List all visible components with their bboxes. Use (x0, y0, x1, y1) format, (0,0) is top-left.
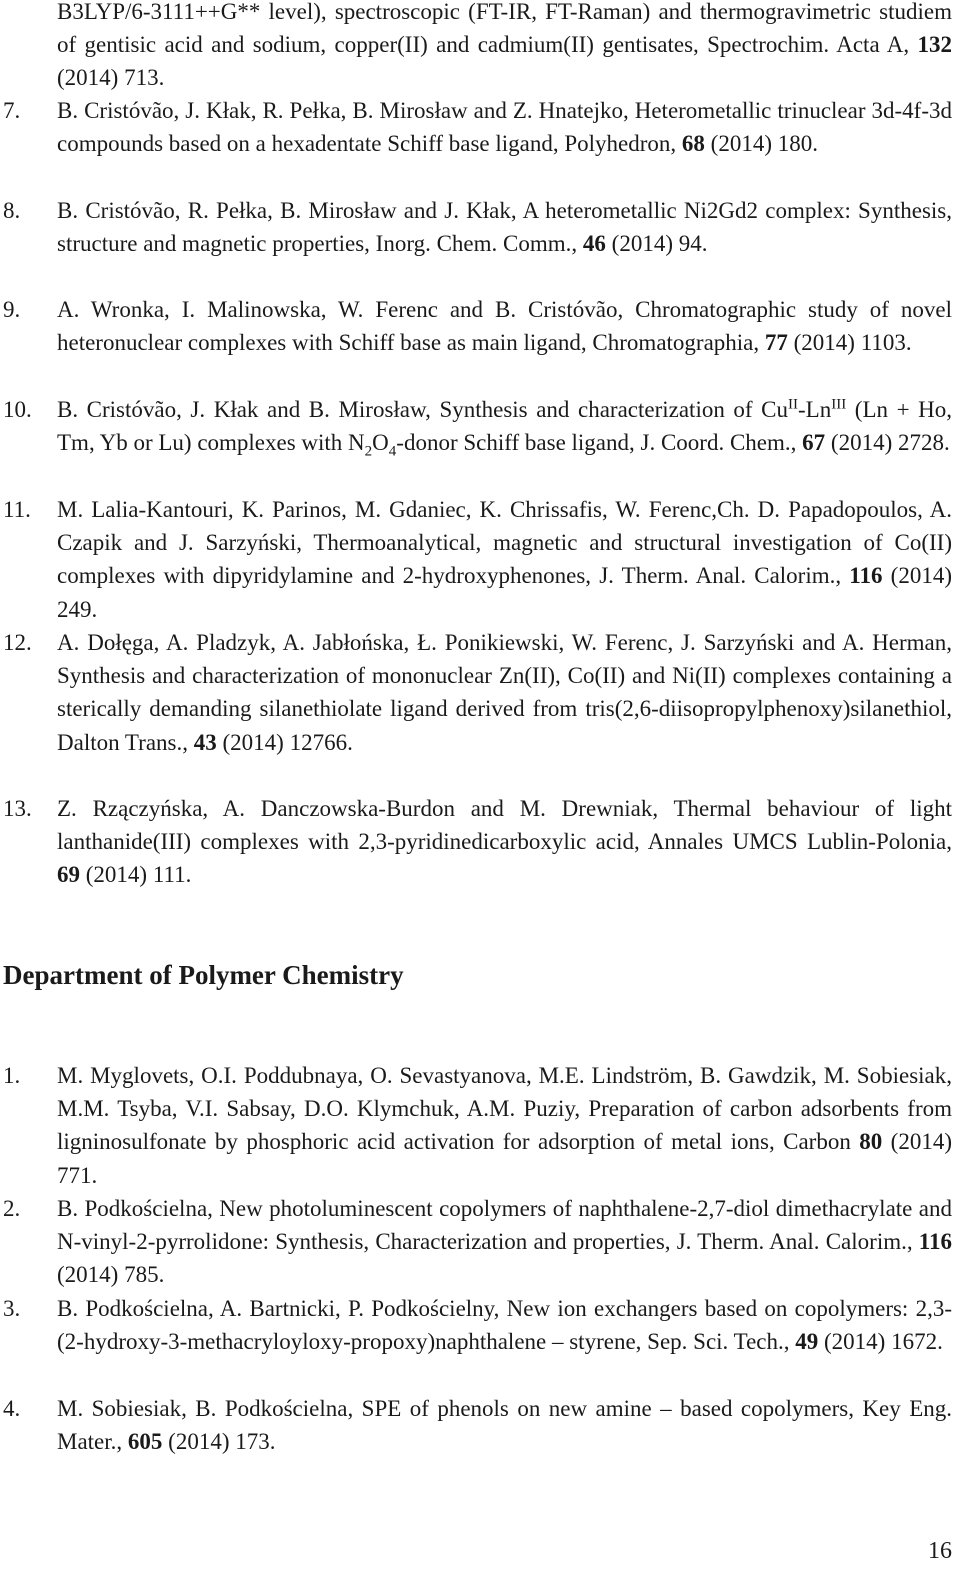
reference-item (0, 94, 952, 160)
reference-text: -donor Schiff base ligand, J. Coord. Chem., (396, 430, 803, 456)
section-title: Department of Polymer Chemistry (3, 960, 404, 990)
reference-tail: (2014) 180. (704, 131, 818, 157)
subscript: 4 (388, 443, 397, 460)
reference-text: O (372, 430, 389, 456)
reference-item (0, 1059, 952, 1192)
reference-item (0, 393, 952, 459)
reference-volume: 68 (681, 131, 705, 157)
reference-text: B. Cristóvão, R. Pełka, B. Mirosław and J. Kłak, A heterometallic Ni2Gd2 complex: Synthesis, structure and magnetic properties, Inorg. Chem. Comm., (57, 198, 952, 257)
reference-text: B. Podkościelna, A. Bartnicki, P. Podkościelny, New ion exchangers based on copolymers: 2,3-(2-hydroxy-3-methacryloyloxy-propoxy)naphthalene – styrene, Sep. Sci. Tech., (57, 1296, 952, 1355)
reference-volume: 116 (849, 563, 883, 589)
reference-volume: 43 (193, 729, 217, 755)
reference-item (0, 792, 952, 892)
reference-tail: (2014) 111. (80, 862, 192, 888)
reference-tail: (2014) 1672. (818, 1329, 943, 1355)
reference-text: M. Sobiesiak, B. Podkościelna, SPE of phenols on new amine – based copolymers, Key Eng. Mater., (57, 1396, 952, 1455)
superscript: III (831, 396, 847, 413)
reference-tail: (2014) 771. (57, 1129, 952, 1188)
reference-text: (Ln + Ho, Tm, Yb or Lu) complexes with N (57, 397, 952, 456)
reference-number: 3. (3, 1296, 21, 1321)
reference-number: 7. (3, 98, 21, 123)
reference-item (0, 1292, 952, 1358)
reference-item (0, 1192, 952, 1292)
reference-tail: (2014) 785. (57, 1262, 165, 1288)
reference-tail: (2014) 173. (162, 1429, 276, 1455)
reference-text: A. Wronka, I. Malinowska, W. Ferenc and B. Cristóvão, Chromatographic study of novel heteronuclear complexes with Schiff base as main ligand, Chromatographia, (57, 297, 952, 356)
reference-item (0, 1392, 952, 1458)
reference-item (0, 493, 952, 626)
reference-volume: 132 (917, 32, 952, 58)
reference-text: B. Cristóvão, J. Kłak, R. Pełka, B. Mirosław and Z. Hnatejko, Heterometallic trinuclear 3d-4f-3d compounds based on a hexadentate Schiff base ligand, Polyhedron, (57, 98, 952, 157)
reference-text: B3LYP/6-3111++G** level), spectroscopic (FT-IR, FT-Raman) and thermogravimetric studiem of gentisic acid and sodium, copper(II) and cadmium(II) gentisates, Spectrochim. Acta A, (57, 0, 952, 58)
reference-text: M. Lalia-Kantouri, K. Parinos, M. Gdaniec, K. Chrissafis, W. Ferenc,Ch. D. Papadopoulos, A. Czapik and J. Sarzyński, Thermoanalytical, magnetic and structural investigation of Co(II) complexes with dipyridylamine and 2-hydroxyphenones, J. Therm. Anal. Calorim., (57, 497, 952, 589)
reference-volume: 46 (582, 231, 606, 257)
reference-item (0, 293, 952, 359)
reference-volume: 605 (127, 1429, 163, 1455)
reference-number: 1. (3, 1063, 21, 1088)
reference-volume: 67 (802, 430, 826, 456)
reference-number: 11. (3, 497, 31, 522)
reference-tail: (2014) 249. (57, 563, 952, 622)
reference-tail: (2014) 1103. (787, 330, 912, 356)
reference-continuation (57, 0, 952, 95)
reference-volume: 69 (57, 862, 80, 888)
reference-tail: (2014) 713. (57, 65, 165, 91)
reference-number: 8. (3, 198, 21, 223)
reference-number: 9. (3, 297, 21, 322)
reference-tail: (2014) 94. (605, 231, 708, 257)
superscript: II (788, 396, 798, 413)
reference-number: 13. (3, 796, 32, 821)
reference-number: 2. (3, 1196, 21, 1221)
reference-volume: 80 (859, 1129, 883, 1155)
reference-tail: (2014) 2728. (825, 430, 950, 456)
reference-number: 12. (3, 630, 32, 655)
page-number: 16 (928, 1538, 952, 1564)
reference-tail: (2014) 12766. (216, 729, 353, 755)
reference-number: 4. (3, 1396, 21, 1421)
reference-text: B. Cristóvão, J. Kłak and B. Mirosław, Synthesis and characterization of Cu (57, 397, 788, 422)
reference-text: A. Dołęga, A. Pladzyk, A. Jabłońska, Ł. Ponikiewski, W. Ferenc, J. Sarzyński and A. Herman, Synthesis and characterization of mononuclear Zn(II), Co(II) and Ni(II) complexes containing a sterically demanding silanethiolate ligand derived from tris(2,6-diisopropylphenoxy)silanethiol, Dalton Trans., (57, 630, 952, 755)
reference-item (0, 194, 952, 260)
reference-text: Z. Rzączyńska, A. Danczowska-Burdon and M. Drewniak, Thermal behaviour of light lanthanide(III) complexes with 2,3-pyridinedicarboxylic acid, Annales UMCS Lublin-Polonia, (57, 796, 952, 855)
reference-volume: 116 (918, 1229, 952, 1255)
reference-volume: 49 (795, 1329, 819, 1355)
reference-item (0, 626, 952, 759)
reference-text: -Ln (798, 397, 832, 422)
reference-number: 10. (3, 397, 32, 422)
subscript: 2 (364, 443, 373, 460)
reference-text: B. Podkościelna, New photoluminescent copolymers of naphthalene-2,7-diol dimethacrylate and N-vinyl-2-pyrrolidone: Synthesis, Characterization and properties, J. Therm. Anal. Calorim., (57, 1196, 952, 1255)
reference-volume: 77 (764, 330, 788, 356)
reference-text: M. Myglovets, O.I. Poddubnaya, O. Sevastyanova, M.E. Lindström, B. Gawdzik, M. Sobiesiak, M.M. Tsyba, V.I. Sabsay, D.O. Klymchuk, A.M. Puziy, Preparation of carbon adsorbents from ligninosulfonate by phosphoric acid activation for adsorption of metal ions, Carbon (57, 1063, 952, 1155)
